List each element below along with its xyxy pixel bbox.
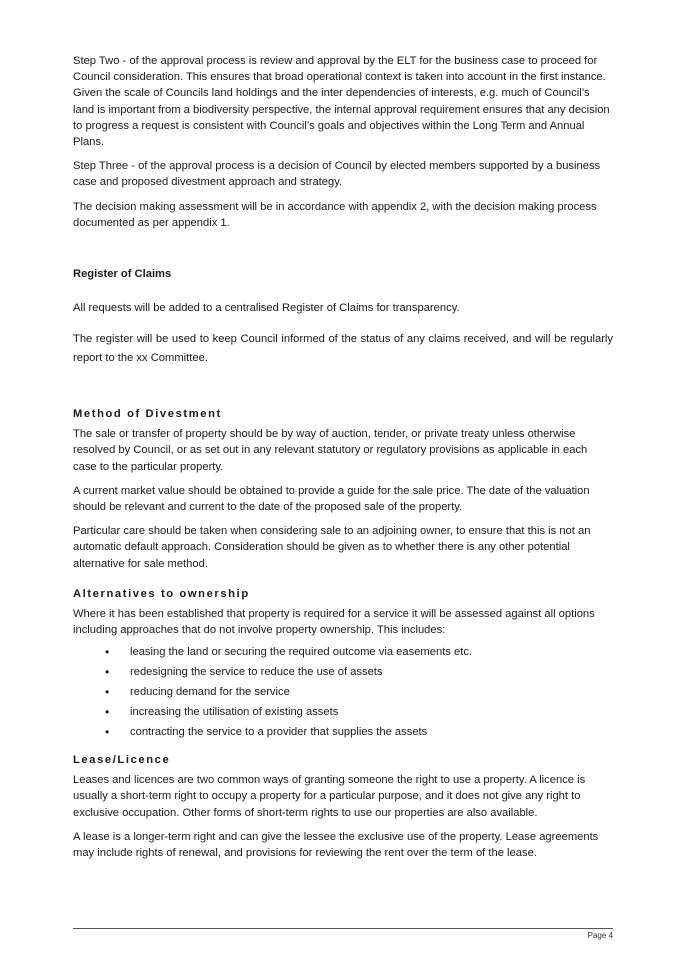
page-content: [73, 53, 613, 869]
section-gap: [73, 376, 613, 406]
bullet-icon: •: [105, 665, 110, 680]
list-item: [73, 664, 613, 680]
lease-paragraph-1: Leases and licences are two common ways of granting someone the right to use a property. A licence is usually a short-term right to occupy a property for a particular purpose, and it does not give any right to exclusive occupation. Other forms of short-term rights to use our properties are also available.: [73, 774, 586, 819]
lease-paragraph-2: A lease is a longer-term right and can give the lessee the exclusive use of the property. Lease agreements may include rights of renewal, and provisions for reviewing the rent over the term of the lease.: [73, 830, 599, 860]
section-gap: [73, 239, 613, 266]
register-heading: Register of Claims: [73, 268, 172, 281]
bullet-icon: •: [105, 645, 110, 660]
list-item: [73, 724, 613, 740]
bullet-icon: •: [105, 725, 110, 740]
alternatives-list: [73, 644, 613, 740]
decision-making-paragraph: The decision making assessment will be in accordance with appendix 2, with the decision making process documented as per appendix 1.: [73, 200, 597, 229]
divestment-paragraph-1: The sale or transfer of property should be by way of auction, tender, or private treaty unless otherwise resolved by Council, or as set out in any relevant statutory or regulatory provisions as applicable in each case to the particular property.: [73, 428, 588, 473]
list-item: [73, 704, 613, 720]
list-item-text: redesigning the service to reduce the use of assets: [130, 666, 383, 679]
list-item: [73, 684, 613, 700]
divestment-paragraph-3: Particular care should be taken when considering sale to an adjoining owner, to ensure that this is not an automatic default approach. Consideration should be given as to whether there is any other potential alternative for sale method.: [73, 525, 591, 570]
step-three-paragraph: Step Three - of the approval process is a decision of Council by elected members supported by a business case and proposed divestment approach and strategy.: [73, 160, 601, 189]
step-two-paragraph: Step Two - of the approval process is review and approval by the ELT for the business case to proceed for Council consideration. This ensures that broad operational context is taken into account in the first instance. Given the scale of Councils land holdings and the inter dependencies of interests, e.g. much of Council’s land is important from a biodiversity perspective, the internal approval requirement ensures that any decision to progress a request is consistent with Council’s goals and objectives within the Long Term and Annual Plans.: [73, 55, 610, 149]
register-paragraph-1: All requests will be added to a centralised Register of Claims for transparency.: [73, 302, 460, 315]
bullet-icon: •: [105, 685, 110, 700]
register-paragraph-2: The register will be used to keep Council informed of the status of any claims received, and will be regularly report to the xx Committee.: [73, 333, 613, 365]
list-item: [73, 644, 613, 660]
divestment-paragraph-2: A current market value should be obtained to provide a guide for the sale price. The date of the valuation should be relevant and current to the date of the proposed sale of the property.: [73, 484, 590, 514]
list-item-text: increasing the utilisation of existing assets: [130, 706, 339, 719]
bullet-icon: •: [105, 705, 110, 720]
list-item-text: reducing demand for the service: [130, 686, 290, 699]
list-item-text: contracting the service to a provider that supplies the assets: [130, 726, 428, 739]
lease-heading: Lease/Licence: [73, 754, 171, 767]
alternatives-intro: Where it has been established that property is required for a service it will be assessed against all options including approaches that do not involve property ownership. This includes:: [73, 607, 595, 637]
alternatives-heading: Alternatives to ownership: [73, 587, 250, 600]
page-number: Page 4: [587, 931, 613, 940]
footer-divider: [73, 928, 613, 929]
divestment-heading: Method of Divestment: [73, 408, 222, 421]
list-item-text: leasing the land or securing the required outcome via easements etc.: [130, 646, 473, 659]
